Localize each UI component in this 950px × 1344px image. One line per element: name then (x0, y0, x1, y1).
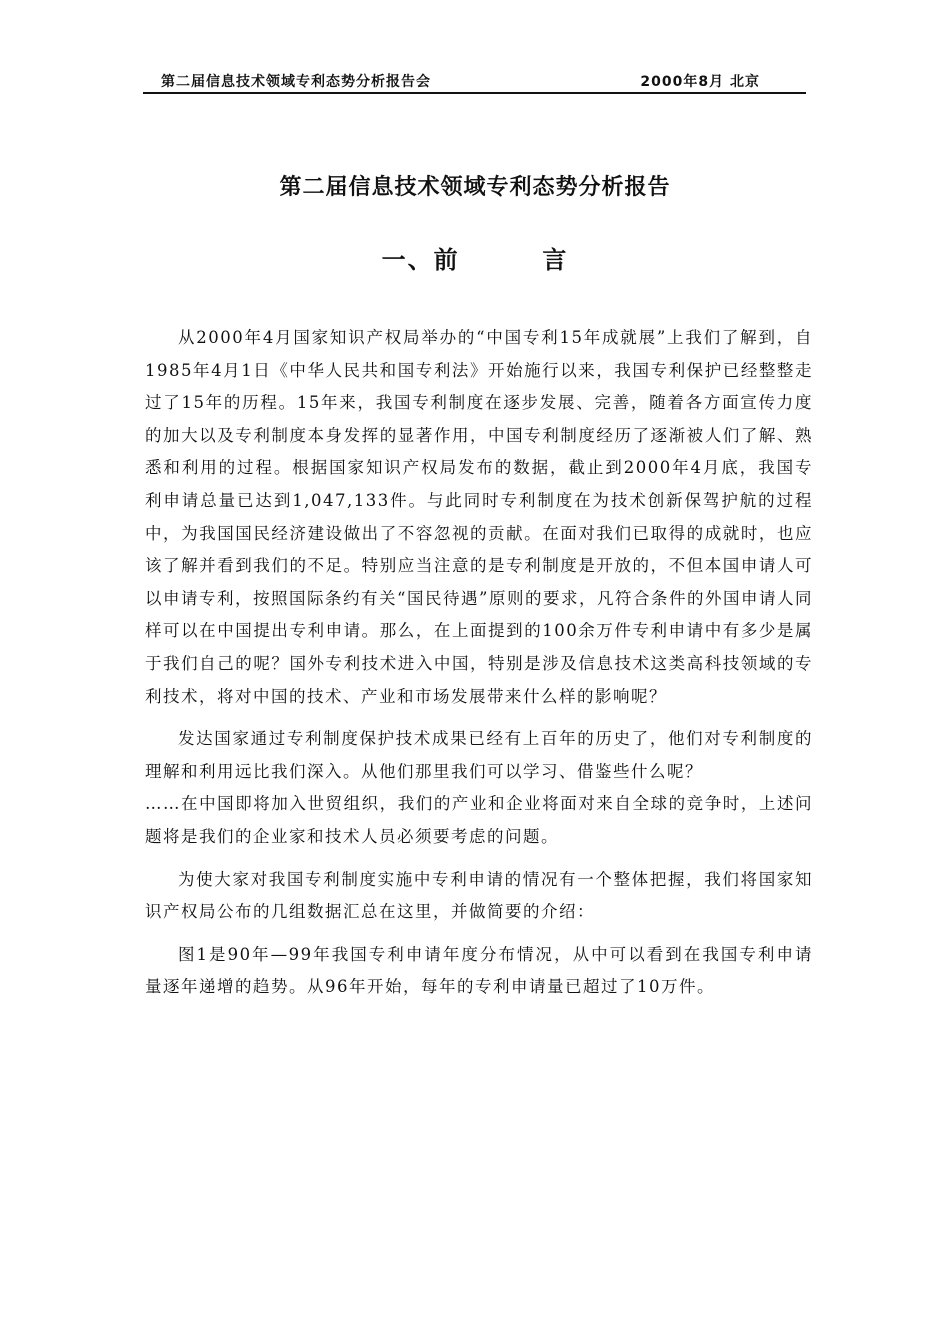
header-date-location: 2000年8月 北京 (640, 74, 760, 90)
running-header (143, 70, 806, 94)
paragraph-2: 发达国家通过专利制度保护技术成果已经有上百年的历史了，他们对专利制度的理解和利用远比我们深入。从他们那里我们可以学习、借鉴些什么呢？ (145, 729, 813, 781)
paragraph-5: 图1是90年—99年我国专利申请年度分布情况，从中可以看到在我国专利申请量逐年递增的趋势。从96年开始，每年的专利申请量已超过了10万件。 (145, 944, 813, 997)
paragraph-3: ……在中国即将加入世贸组织，我们的产业和企业将面对来自全球的竞争时，上述问题将是我们的企业家和技术人员必须要考虑的问题。 (145, 794, 813, 846)
document-title: 第二届信息技术领域专利态势分析报告 (279, 175, 671, 200)
paragraph-4: 为使大家对我国专利制度实施中专利申请的情况有一个整体把握，我们将国家知识产权局公布的几组数据汇总在这里，并做简要的介绍： (145, 869, 813, 922)
paragraph-1: 从2000年4月国家知识产权局举办的“中国专利15年成就展”上我们了解到，自1985年4月1日《中华人民共和国专利法》开始施行以来，我国专利保护已经整整走过了15年的历程。15年来，我国专利制度在逐步发展、完善，随着各方面宣传力度的加大以及专利制度本身发挥的显著作用，中国专利制度经历了逐渐被人们了解、熟悉和利用的过程。根据国家知识产权局发布的数据，截止到2000年4月底，我国专利申请总量已达到1,047,133件。与此同时专利制度在为技术创新保驾护航的过程中，为我国国民经济建设做出了不容忽视的贡献。在面对我们已取得的成就时，也应该了解并看到我们的不足。特别应当注意的是专利制度是开放的，不但本国申请人可以申请专利，按照国际条约有关“国民待遇”原则的要求，凡符合条件的外国申请人同样可以在中国提出专利申请。那么，在上面提到的100余万件专利申请中有多少是属于我们自己的呢？国外专利技术进入中国，特别是涉及信息技术这类高科技领域的专利技术，将对中国的技术、产业和市场发展带来什么样的影响呢？ (145, 328, 813, 706)
section-heading: 一、前 言 (381, 245, 569, 274)
header-conference-name: 第二届信息技术领域专利态势分析报告会 (161, 74, 431, 90)
body-text (145, 322, 813, 1016)
